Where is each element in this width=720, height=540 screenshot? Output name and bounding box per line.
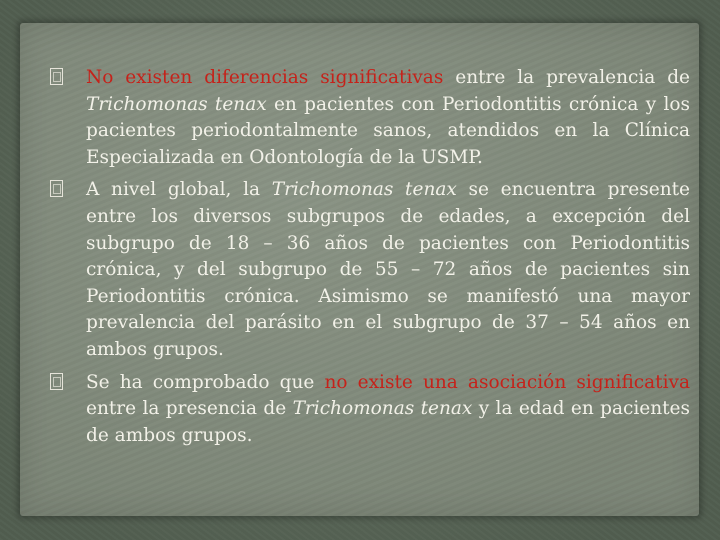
highlight-text: no existe una asociación significativa bbox=[324, 371, 691, 393]
body-text: en pacientes con Periodontitis crónica y los pacientes periodontalmente sanos, atendidos en la Clínica Especializada en Odontología de la USMP. bbox=[86, 93, 690, 168]
bullet-item-1 bbox=[50, 65, 690, 171]
bullet-list bbox=[50, 65, 690, 455]
missing-glyph-box-icon bbox=[50, 180, 63, 197]
body-text: A nivel global, la bbox=[86, 179, 272, 201]
body-text: entre la presencia de bbox=[86, 398, 293, 420]
highlight-text: No existen diferencias significativas bbox=[86, 67, 444, 88]
bullet-item-3 bbox=[50, 370, 690, 450]
bullet-item-2 bbox=[50, 177, 690, 363]
missing-glyph-box-icon bbox=[50, 373, 63, 390]
body-text: entre la prevalencia de bbox=[443, 67, 690, 88]
missing-glyph-box-icon bbox=[50, 68, 63, 85]
species-name: Trichomonas tenax bbox=[292, 398, 473, 420]
species-name: Trichomonas tenax bbox=[86, 93, 267, 115]
body-text: se encuentra presente entre los diversos subgrupos de edades, a excepción del subgrupo de 18 – 36 años de pacientes con Periodontitis crónica, y del subgrupo de 55 – 72 años de pacientes sin Periodontitis crónica. Asimismo se manifestó una mayor prevalencia del parásito en el subgrupo de 37 – 54 años en ambos grupos. bbox=[86, 179, 690, 360]
species-name: Trichomonas tenax bbox=[271, 179, 457, 201]
body-text: Se ha comprobado que bbox=[86, 371, 325, 393]
body-text: y la edad en pacientes de ambos grupos. bbox=[86, 398, 690, 446]
content-card bbox=[20, 23, 699, 516]
